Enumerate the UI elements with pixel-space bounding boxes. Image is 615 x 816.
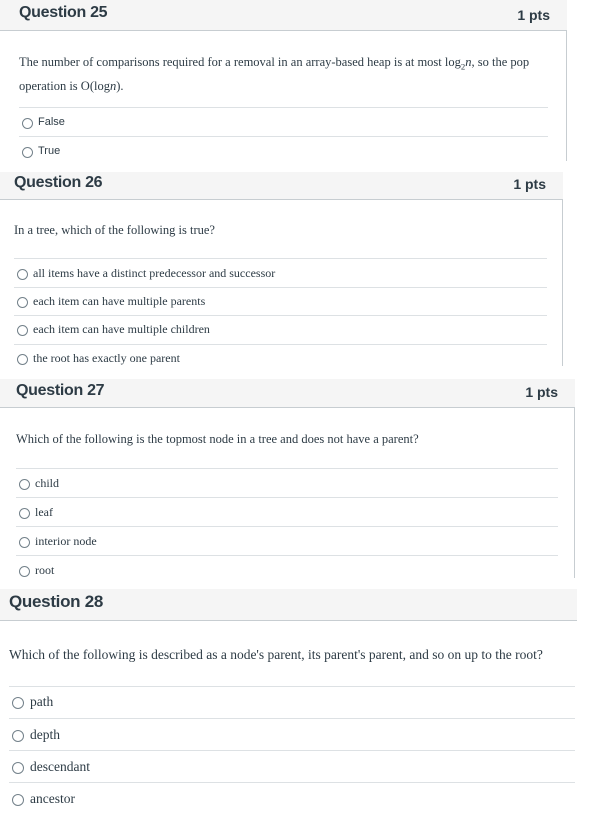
answer-option-true[interactable] xyxy=(19,136,548,166)
radio-button[interactable] xyxy=(19,537,30,548)
question-header xyxy=(0,589,577,621)
answer-option[interactable] xyxy=(16,555,558,585)
answer-option[interactable] xyxy=(9,750,575,783)
question-points: 1 pts xyxy=(525,384,558,400)
question-points: 1 pts xyxy=(513,176,546,192)
answer-option[interactable] xyxy=(9,686,575,719)
question-title: Question 27 xyxy=(16,382,105,399)
answer-option[interactable] xyxy=(16,526,558,556)
answer-option-false[interactable] xyxy=(19,107,548,137)
card-border xyxy=(566,30,567,161)
card-border xyxy=(562,199,563,366)
answer-option[interactable] xyxy=(14,287,547,316)
question-title: Question 28 xyxy=(9,592,104,611)
question-header xyxy=(0,0,567,31)
question-text: Which of the following is described as a node's parent, its parent's parent, and so on up to the root? xyxy=(9,647,543,662)
question-points: 1 pts xyxy=(517,7,550,23)
question-title: Question 25 xyxy=(19,4,108,21)
option-label: child xyxy=(35,476,59,490)
option-label: interior node xyxy=(35,534,97,548)
question-27-card xyxy=(0,379,575,584)
answer-option[interactable] xyxy=(9,782,575,816)
question-25-card xyxy=(0,0,567,166)
option-label: True xyxy=(38,145,61,157)
question-header xyxy=(0,379,575,408)
question-title: Question 26 xyxy=(14,174,103,191)
radio-button[interactable] xyxy=(19,508,30,519)
answer-option[interactable] xyxy=(14,258,547,288)
radio-button[interactable] xyxy=(12,730,24,742)
option-label: descendant xyxy=(30,759,90,774)
radio-button[interactable] xyxy=(19,479,30,490)
question-26-card xyxy=(0,172,563,369)
radio-button[interactable] xyxy=(17,297,28,308)
option-label: each item can have multiple children xyxy=(33,322,210,336)
option-label: ancestor xyxy=(30,791,75,806)
option-label: leaf xyxy=(35,505,53,519)
answer-option[interactable] xyxy=(14,344,547,370)
question-28-card xyxy=(0,589,577,816)
question-header xyxy=(0,172,563,200)
radio-button[interactable] xyxy=(12,794,24,806)
radio-button[interactable] xyxy=(12,697,24,709)
radio-button[interactable] xyxy=(12,762,24,774)
option-label: False xyxy=(38,116,65,128)
question-text: The number of comparisons required for a removal in an array-based heap is at most $\log_2n$, so the pop operation is O(logn). xyxy=(19,55,530,93)
radio-button[interactable] xyxy=(22,118,33,129)
radio-button[interactable] xyxy=(17,354,28,365)
option-label: each item can have multiple parents xyxy=(33,294,206,308)
option-label: path xyxy=(30,694,54,709)
answer-option[interactable] xyxy=(14,315,547,345)
radio-button[interactable] xyxy=(22,147,33,158)
question-text: Which of the following is the topmost node in a tree and does not have a parent? xyxy=(16,432,419,446)
option-label: depth xyxy=(30,727,60,742)
radio-button[interactable] xyxy=(17,269,28,280)
answer-option[interactable] xyxy=(9,718,575,751)
option-label: the root has exactly one parent xyxy=(33,351,180,365)
answer-option[interactable] xyxy=(16,468,558,498)
option-label: all items have a distinct predecessor and successor xyxy=(33,266,276,280)
card-border xyxy=(574,407,575,578)
question-text: In a tree, which of the following is true? xyxy=(14,223,215,237)
option-label: root xyxy=(35,563,55,577)
radio-button[interactable] xyxy=(17,325,28,336)
answer-option[interactable] xyxy=(16,497,558,527)
radio-button[interactable] xyxy=(19,566,30,577)
